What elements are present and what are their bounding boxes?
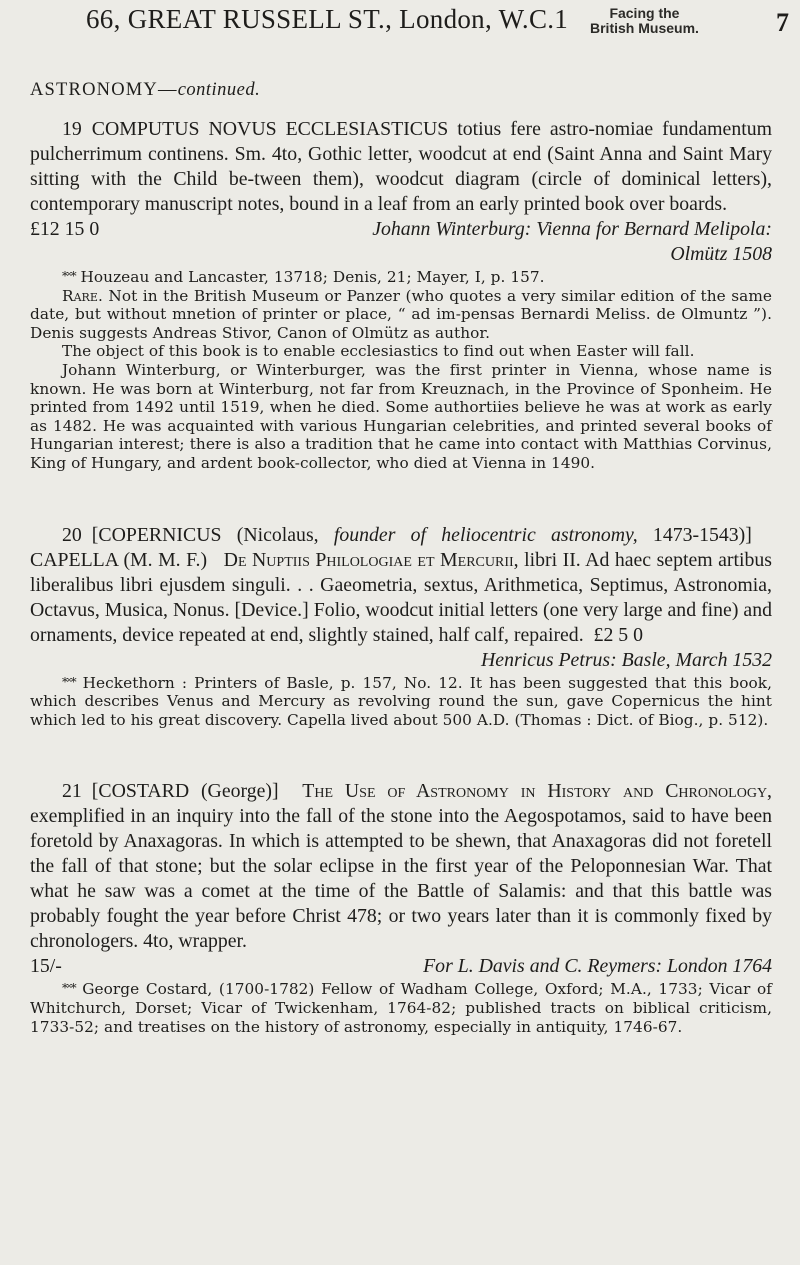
price-imprint-line (30, 217, 772, 242)
entry-title: COMPUTUS NOVUS ECCLESIASTICUS (91, 118, 449, 140)
entry-title: The Use of Astronomy in History and Chronology, (302, 780, 772, 803)
catalogue-entry-19 (30, 117, 772, 473)
reference-note: *˟* Houzeau and Lancaster, 13718; Denis, 21; Mayer, I, p. 157. (62, 268, 545, 286)
section-title: ASTRONOMY—continued. (30, 80, 261, 100)
imprint: Johann Winterburg: Vienna for Bernard Melipola: (372, 218, 772, 240)
imprint: For L. Davis and C. Reymers: London 1764 (423, 955, 772, 978)
catalogue-entry-21 (30, 779, 772, 1036)
reference-note: *˟* Heckethorn : Printers of Basle, p. 157, No. 12. It has been suggested that this book, which describes Venus and Mercury as revolving round the sun, gave Copernicus the hint which led to his great discovery. Capella lived about 500 A.D. (Thomas : Dict. of Biog., p. 512). (30, 673, 772, 729)
entry-description: 21 [COSTARD (George)] The Use of Astronomy in History and Chronology, exemplified in an inquiry into the fall of the stone into the Aegospotamos, said to have been foretold by Anaxagoras. In which is attempted to be shewn, that Anaxagoras did not foretell the fall of that stone; but the solar eclipse in the first year of the Peloponnesian War. That what he saw was a comet at the time of the Battle of Salamis: and that this battle was probably fought the year before Christ 478; or two years later than it is commonly fixed by chronologers. 4to, wrapper. (30, 780, 772, 953)
entry-author: [COSTARD (George)] (91, 780, 279, 803)
reference-note: *˟* George Costard, (1700-1782) Fellow of Wadham College, Oxford; M.A., 1733; Vicar of Whitchurch, Dorset; Vicar of Twickenham, 1764-82; published tracts on biblical criticism, 1733-52; and treatises on the history of astronomy, especially in antiquity, 1746-67. (30, 980, 772, 1036)
price: £12 15 0 (30, 218, 100, 240)
page-number: 7 (776, 8, 789, 37)
note-paragraph: Johann Winterburg, or Winterburger, was the first printer in Vienna, whose name is known. He was born at Winterburg, not far from Kreuznach, in the Province of Sponheim. He printed from 1492 until 1519, when he died. Some authortiies believe he was at work as early as 1482. He was acquainted with various Hungarian celebrities, and printed several books of Hungarian interest; there is also a tradition that he came into contact with Matthias Corvinus, King of Hungary, and ardent book-collector, who died at Vienna in 1490. (30, 360, 772, 472)
price-imprint-line (30, 954, 772, 979)
catalogue-entry-20 (30, 523, 772, 730)
page-header (30, 0, 789, 58)
price: £2 5 0 (593, 623, 643, 646)
entry-description: 20 [COPERNICUS (Nicolaus, founder of heliocentric astronomy, 1473-1543)] CAPELLA (M. M. F.) De Nuptiis Philologiae et Mercurii, libri II. Ad haec septem artibus liberalibus libri ejusdem singuli. . . Gaeometria, sextus, Arithmetica, Septimus, Astronomia, Octavus, Musica, Nonus. [Device.] Folio, woodcut initial letters (one very large and fine) and ornaments, device repeated at end, slightly stained, half calf, repaired. £2 5 0 (30, 523, 772, 646)
entry-author: CAPELLA (M. M. F.) (30, 548, 208, 571)
rarity-note: Rare. Not in the British Museum or Panzer (who quotes a very similar edition of the same date, but without mnetion of printer or place, “ ad im-pensas Bernardi Meliss. de Olmuntz ”). Denis suggests Andreas Stivor, Canon of Olmütz as author. (30, 286, 772, 342)
entry-description: 19 COMPUTUS NOVUS ECCLESIASTICUS totius fere astro-nomiae fundamentum pulcherrimum continens. Sm. 4to, Gothic letter, woodcut at end (Saint Anna and Saint Mary sitting with the Child be-tween them), woodcut diagram (circle of dominical letters), contemporary manuscript notes, bound in a leaf from an early printed book over boards. (30, 118, 772, 215)
location-note: Facing the British Museum. (590, 5, 699, 36)
note-paragraph: The object of this book is to enable ecclesiastics to find out when Easter will fall. (62, 342, 695, 361)
bookseller-address: 66, GREAT RUSSELL ST., London, W.C.1 (86, 4, 569, 34)
price: 15/- (30, 955, 62, 978)
entry-title: De Nuptiis Philologiae et Mercurii, (223, 548, 519, 571)
imprint: Henricus Petrus: Basle, March 1532 (481, 648, 772, 671)
imprint-end: Olmütz 1508 (670, 243, 772, 265)
